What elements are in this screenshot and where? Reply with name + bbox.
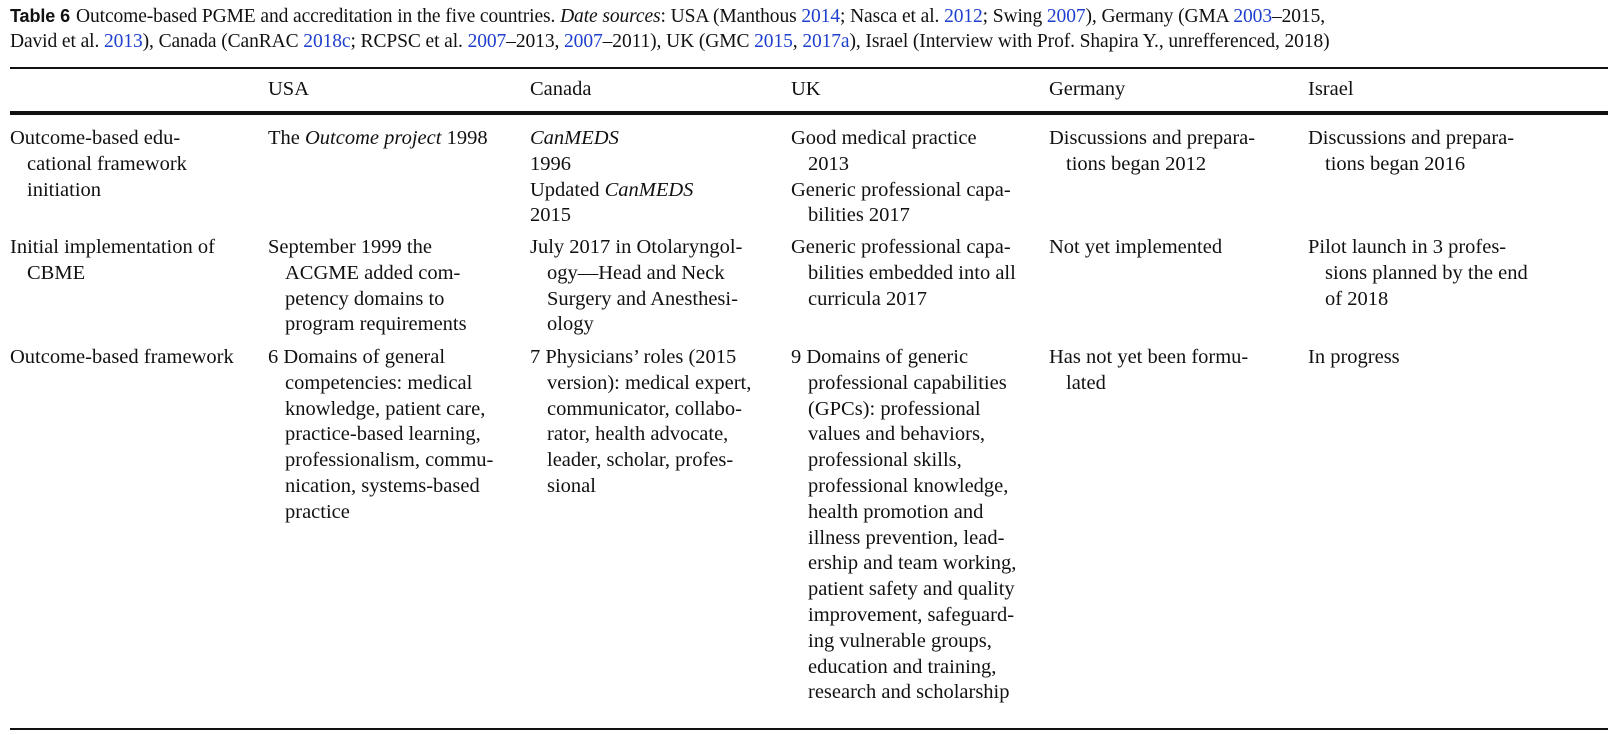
cell-line	[791, 577, 1016, 603]
cell-line	[1308, 126, 1514, 152]
text-run: of 2018	[1325, 287, 1389, 310]
row-label-line: Initial implementation of	[10, 236, 215, 258]
text-run: ), Germany (GMA	[1085, 6, 1234, 27]
cell-line	[791, 261, 1016, 287]
cell-framework-usa	[268, 345, 493, 526]
reference-link[interactable]: 2017a	[802, 31, 850, 52]
text-run: rator, health advocate,	[547, 423, 729, 446]
text-run: The	[268, 127, 305, 149]
column-header-israel: Israel	[1308, 78, 1354, 100]
table-caption	[10, 4, 1608, 54]
cell-line	[268, 235, 467, 261]
text-run: : USA (Manthous	[660, 6, 802, 27]
cell-implementation-germany	[1049, 235, 1222, 261]
text-run: ), Israel (Interview with Prof. Shapira Y., unrefferenced, 2018)	[849, 31, 1330, 52]
text-run: tions began 2016	[1325, 152, 1466, 175]
text-run: –2013,	[506, 31, 565, 52]
text-run: program requirements	[285, 313, 467, 336]
text-run: competencies: medical	[285, 371, 473, 394]
reference-link[interactable]: 2007	[564, 31, 603, 52]
text-run: research and scholarship	[808, 681, 1010, 704]
text-run: version): medical expert,	[547, 371, 752, 394]
text-run: improvement, safeguard-	[808, 603, 1015, 626]
caption-line-1	[10, 4, 1608, 29]
text-run: ; Swing	[982, 6, 1047, 27]
cell-line	[530, 126, 693, 152]
cell-line	[268, 500, 493, 526]
cell-line	[268, 397, 493, 423]
text-run: sional	[547, 474, 596, 497]
reference-link[interactable]: 2018c	[303, 31, 351, 52]
row-label-implementation	[10, 235, 215, 287]
column-header-germany: Germany	[1049, 78, 1126, 100]
cell-line	[791, 235, 1016, 261]
text-run: Generic professional capa-	[791, 236, 1011, 258]
text-run: 9 Domains of generic	[791, 346, 969, 368]
cell-line	[791, 178, 1011, 204]
text-run: (GPCs): professional	[808, 397, 981, 420]
text-run: Generic professional capa-	[791, 178, 1011, 201]
table-header-rule	[10, 111, 1608, 115]
cell-line	[268, 345, 493, 371]
cell-line	[530, 312, 742, 338]
text-run: leader, scholar, profes-	[547, 449, 734, 472]
text-run: Discussions and prepara-	[1049, 127, 1256, 149]
row-label-line: CBME	[27, 261, 86, 284]
text-run: David et al.	[10, 31, 105, 52]
cell-line	[1049, 235, 1222, 261]
cell-line	[530, 345, 751, 371]
text-run: nication, systems-based	[285, 474, 480, 497]
cell-framework-uk	[791, 345, 1016, 706]
text-run: Outcome-based PGME and accreditation in the five countries.	[76, 6, 561, 27]
cell-line	[791, 422, 1016, 448]
text-run: petency domains to	[285, 287, 445, 310]
text-run: ology	[547, 313, 594, 336]
text-run: CanMEDS	[530, 127, 619, 149]
text-run: Surgery and Anesthesi-	[547, 287, 738, 310]
text-run: Outcome project	[305, 127, 442, 149]
table-label: Table 6	[10, 6, 70, 26]
reference-link[interactable]: 2012	[944, 6, 983, 27]
text-run: practice	[285, 500, 350, 523]
cell-line	[1049, 152, 1255, 178]
cell-line	[530, 474, 751, 500]
text-run: curricula 2017	[808, 287, 927, 310]
cell-line	[791, 345, 1016, 371]
text-run: July 2017 in Otolaryngol-	[530, 236, 743, 258]
text-run: ing vulnerable groups,	[808, 629, 992, 652]
text-run: CanMEDS	[604, 178, 694, 201]
text-run: 6 Domains of general	[268, 346, 446, 368]
cell-line	[1049, 126, 1255, 152]
text-run: practice-based learning,	[285, 423, 481, 446]
row-label-line: initiation	[27, 178, 102, 201]
text-run: ; Nasca et al.	[839, 6, 945, 27]
row-label-line: Outcome-based framework	[10, 346, 234, 368]
cell-line	[1308, 345, 1400, 371]
text-run: lated	[1066, 371, 1106, 394]
cell-line	[530, 178, 693, 204]
cell-line	[1308, 152, 1514, 178]
reference-link[interactable]: 2007	[467, 31, 507, 52]
row-label-line: cational framework	[27, 152, 187, 175]
cell-line	[268, 371, 493, 397]
text-run: 7 Physicians’ roles (2015	[530, 346, 737, 368]
row-label-framework	[10, 345, 234, 371]
cell-line	[268, 448, 493, 474]
cell-line	[530, 422, 751, 448]
caption-line-2	[10, 29, 1608, 54]
text-run: values and behaviors,	[808, 423, 986, 446]
cell-implementation-israel	[1308, 235, 1528, 312]
text-run: Pilot launch in 3 profes-	[1308, 236, 1507, 258]
text-run: professional skills,	[808, 449, 962, 472]
text-run: bilities embedded into all	[808, 261, 1016, 284]
cell-line	[791, 287, 1016, 313]
cell-line	[530, 371, 751, 397]
cell-initiation-usa	[268, 126, 488, 152]
cell-line	[1308, 287, 1528, 313]
table-bottom-rule	[10, 728, 1608, 730]
text-run: professionalism, commu-	[285, 449, 494, 472]
text-run: 1998	[441, 127, 488, 149]
text-run: In progress	[1308, 346, 1400, 368]
cell-line	[530, 203, 693, 229]
cell-line	[791, 603, 1016, 629]
text-run: Updated	[530, 178, 605, 201]
text-run: Date sources	[560, 6, 661, 27]
row-label-line: Outcome-based edu-	[10, 127, 181, 149]
text-run: –2015,	[1271, 6, 1326, 27]
column-header-uk: UK	[791, 78, 821, 100]
text-run: illness prevention, lead-	[808, 526, 1005, 549]
text-run: ogy—Head and Neck	[547, 261, 725, 284]
cell-line	[1049, 345, 1248, 371]
cell-line	[268, 474, 493, 500]
reference-link[interactable]: 2013	[104, 31, 143, 52]
cell-line	[791, 371, 1016, 397]
text-run: education and training,	[808, 655, 997, 678]
cell-line	[268, 422, 493, 448]
cell-implementation-usa	[268, 235, 467, 338]
cell-line	[791, 629, 1016, 655]
cell-implementation-uk	[791, 235, 1016, 312]
text-run: tions began 2012	[1066, 152, 1207, 175]
text-run: –2011), UK (GMC	[602, 31, 755, 52]
cell-line	[268, 312, 467, 338]
text-run: professional knowledge,	[808, 474, 1009, 497]
text-run: 2015	[530, 204, 571, 227]
column-header-canada: Canada	[530, 78, 592, 100]
cell-line	[530, 235, 742, 261]
cell-line	[791, 655, 1016, 681]
text-run: professional capabilities	[808, 371, 1007, 394]
cell-line	[791, 500, 1016, 526]
cell-initiation-germany	[1049, 126, 1255, 178]
cell-framework-canada	[530, 345, 751, 500]
text-run: September 1999 the	[268, 236, 432, 258]
caption-line-1-text	[76, 6, 1325, 27]
text-run: Not yet implemented	[1049, 236, 1223, 258]
text-run: ), Canada (CanRAC	[142, 31, 304, 52]
cell-line	[530, 261, 742, 287]
cell-initiation-israel	[1308, 126, 1514, 178]
cell-line	[791, 526, 1016, 552]
cell-implementation-canada	[530, 235, 742, 338]
reference-link[interactable]: 2015	[754, 31, 793, 52]
cell-line	[791, 551, 1016, 577]
cell-line	[791, 397, 1016, 423]
text-run: 1996	[530, 152, 571, 175]
text-run: ,	[792, 31, 803, 52]
cell-initiation-canada	[530, 126, 693, 229]
text-run: communicator, collabo-	[547, 397, 743, 420]
cell-initiation-uk	[791, 126, 1011, 229]
reference-link[interactable]: 2014	[801, 6, 840, 27]
text-run: sions planned by the end	[1325, 261, 1528, 284]
text-run: Has not yet been formu-	[1049, 346, 1249, 368]
table-top-rule	[10, 67, 1608, 69]
text-run: ership and team working,	[808, 552, 1017, 575]
text-run: ; RCPSC et al.	[350, 31, 468, 52]
cell-line	[1308, 235, 1528, 261]
reference-link[interactable]: 2007	[1046, 6, 1086, 27]
cell-line	[1049, 371, 1248, 397]
text-run: Discussions and prepara-	[1308, 127, 1515, 149]
cell-line	[530, 152, 693, 178]
text-run: patient safety and quality	[808, 578, 1015, 601]
cell-line	[791, 448, 1016, 474]
cell-line	[791, 680, 1016, 706]
cell-line	[791, 474, 1016, 500]
cell-line	[791, 152, 1011, 178]
cell-line	[530, 397, 751, 423]
cell-line	[268, 287, 467, 313]
cell-framework-germany	[1049, 345, 1248, 397]
text-run: health promotion and	[808, 500, 984, 523]
row-label-initiation	[10, 126, 187, 203]
cell-line	[530, 287, 742, 313]
cell-line	[530, 448, 751, 474]
text-run: 2013	[808, 152, 849, 175]
cell-framework-israel	[1308, 345, 1400, 371]
text-run: ACGME added com-	[285, 261, 461, 284]
reference-link[interactable]: 2003	[1233, 6, 1272, 27]
cell-line	[1308, 261, 1528, 287]
cell-line	[791, 126, 1011, 152]
cell-line	[268, 261, 467, 287]
column-header-usa: USA	[268, 78, 310, 100]
text-run: bilities 2017	[808, 204, 910, 227]
text-run: Good medical practice	[791, 127, 977, 149]
cell-line	[268, 126, 488, 152]
text-run: knowledge, patient care,	[285, 397, 486, 420]
cell-line	[791, 203, 1011, 229]
